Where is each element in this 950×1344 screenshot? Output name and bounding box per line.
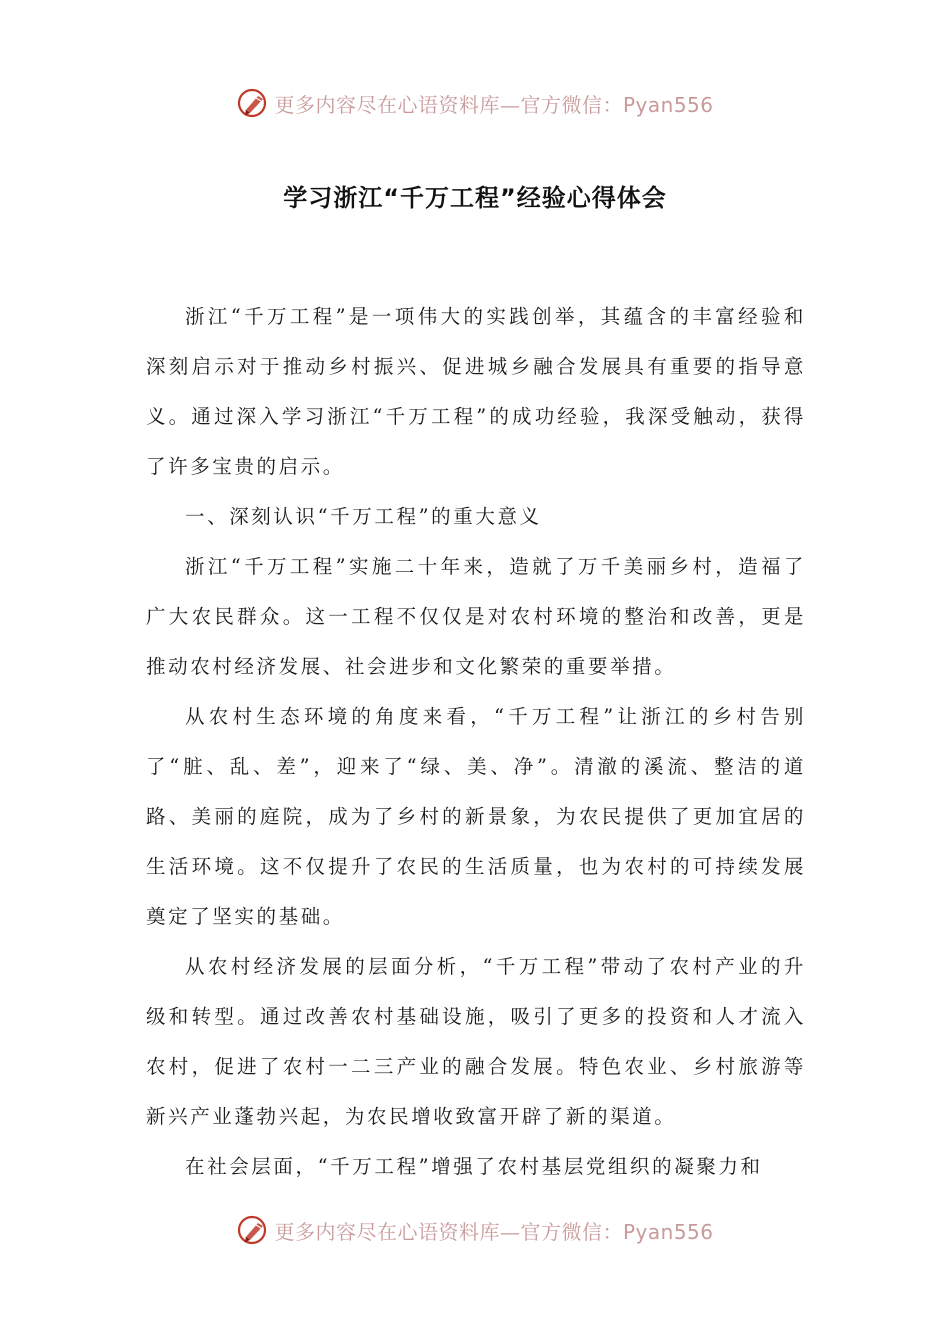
paragraph-intro: 浙江“千万工程”是一项伟大的实践创举，其蕴含的丰富经验和深刻启示对于推动乡村振兴、促进城乡融合发展具有重要的指导意义。通过深入学习浙江“千万工程”的成功经验，我深受触动，获得了许多宝贵的启示。 (146, 305, 806, 478)
document-title: 学习浙江“千万工程”经验心得体会 (283, 184, 667, 212)
footer-banner-text (274, 1216, 713, 1245)
section-heading-1: 一、深刻认识“千万工程”的重大意义 (185, 505, 542, 528)
footer-banner-dash: — (499, 1219, 521, 1244)
pen-nib-logo-icon (236, 1213, 270, 1247)
paragraph-society: 在社会层面，“千万工程”增强了农村基层党组织的凝聚力和 (185, 1155, 763, 1178)
header-banner-dash: — (499, 92, 521, 117)
paragraph-ecology: 从农村生态环境的角度来看，“千万工程”让浙江的乡村告别了“脏、乱、差”，迎来了“绿、美、净”。清澈的溪流、整洁的道路、美丽的庭院，成为了乡村的新景象，为农民提供了更加宜居的生活环境。这不仅提升了农民的生活质量，也为农村的可持续发展奠定了坚实的基础。 (146, 705, 806, 928)
header-banner (0, 83, 950, 123)
paragraph-significance: 浙江“千万工程”实施二十年来，造就了万千美丽乡村，造福了广大农民群众。这一工程不仅仅是对农村环境的整治和改善，更是推动农村经济发展、社会进步和文化繁荣的重要举措。 (146, 555, 806, 678)
header-banner-text (274, 89, 713, 118)
paragraph-economy: 从农村经济发展的层面分析，“千万工程”带动了农村产业的升级和转型。通过改善农村基础设施，吸引了更多的投资和人才流入农村，促进了农村一二三产业的融合发展。特色农业、乡村旅游等新兴产业蓬勃兴起，为农民增收致富开辟了新的渠道。 (146, 955, 806, 1128)
pen-nib-logo-icon (236, 86, 270, 120)
header-banner-main: 更多内容尽在心语资料库 (274, 92, 500, 117)
footer-banner-wechat-label: 官方微信： (520, 1219, 623, 1244)
footer-banner (0, 1210, 950, 1250)
footer-banner-main: 更多内容尽在心语资料库 (274, 1219, 500, 1244)
header-banner-wechat-id: Pyan556 (622, 92, 714, 117)
footer-banner-wechat-id: Pyan556 (622, 1219, 714, 1244)
document-body (146, 292, 806, 1192)
header-banner-wechat-label: 官方微信： (520, 92, 623, 117)
